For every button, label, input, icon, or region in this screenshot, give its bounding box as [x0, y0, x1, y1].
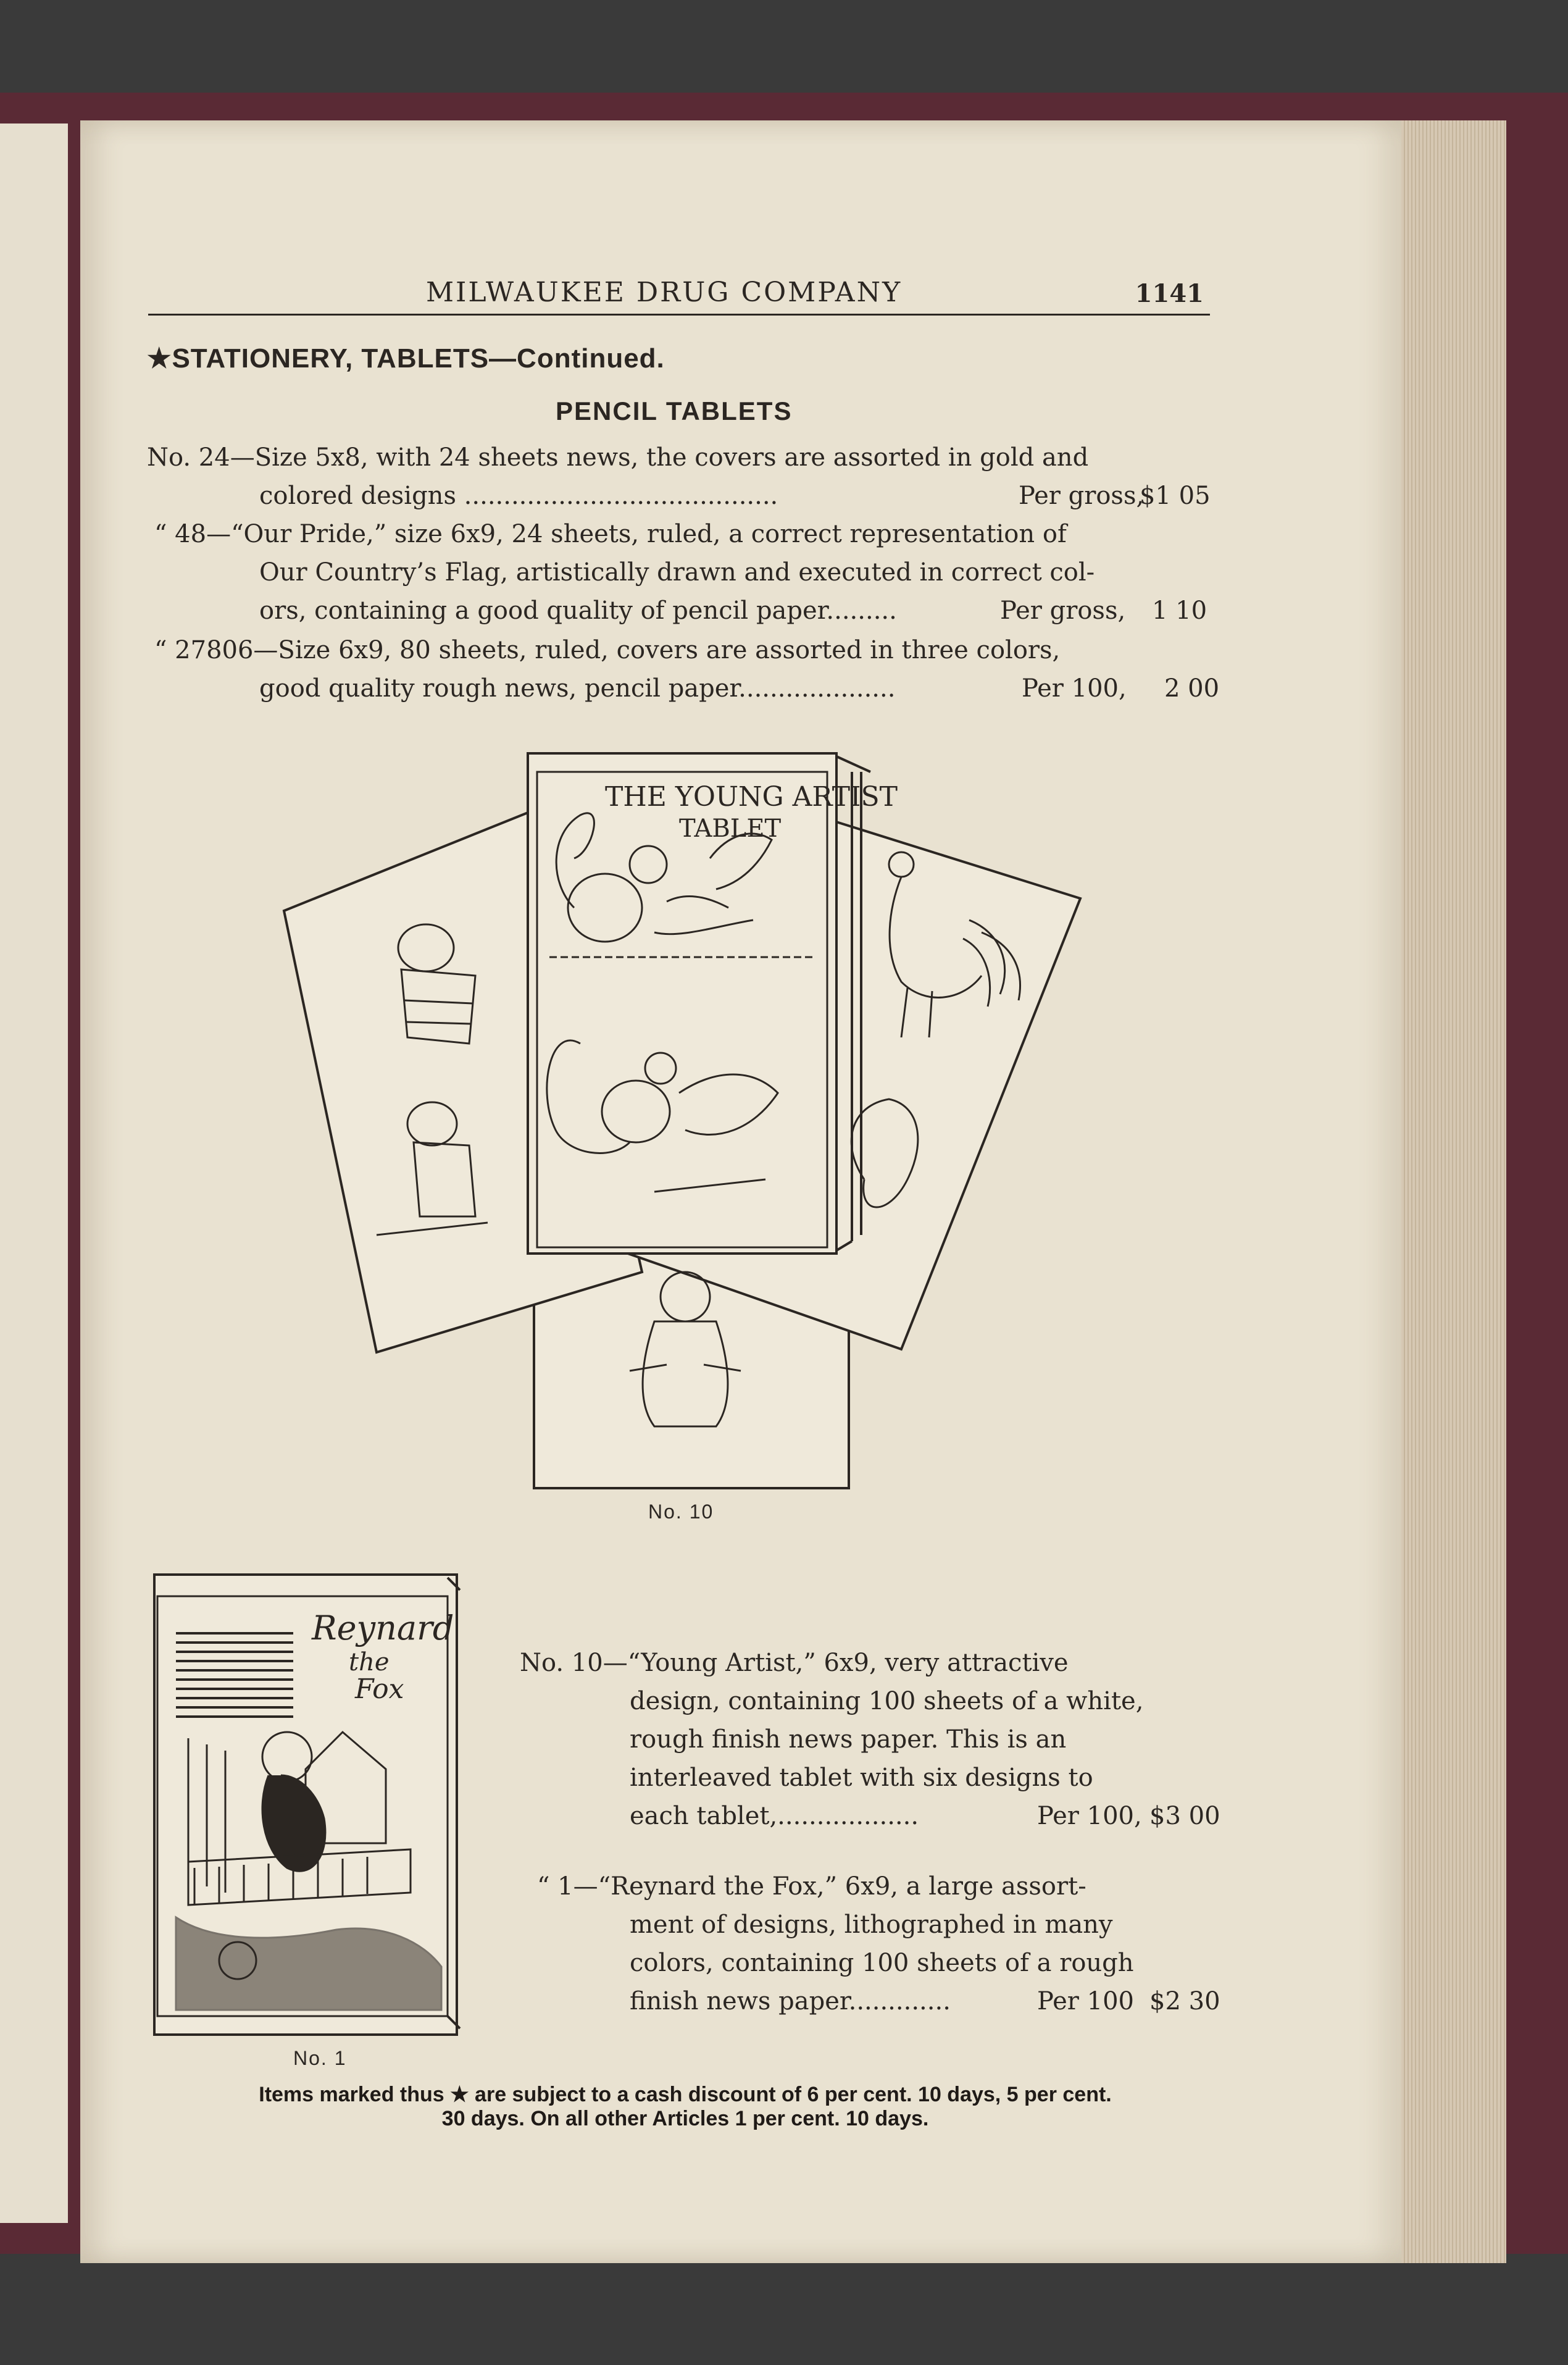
svg-text:Fox: Fox: [355, 1673, 404, 1705]
item-1-line-2: ment of designs, lithographed in many: [630, 1911, 1113, 1939]
page-edges: [1401, 120, 1506, 2263]
item-10-line-2: design, containing 100 sheets of a white,: [630, 1687, 1144, 1715]
item-24-unit: Per gross,: [1019, 482, 1145, 510]
page-number: 1141: [1135, 279, 1204, 308]
item-48-line-2: Our Country’s Flag, artistically drawn and executed in correct col-: [259, 558, 1095, 587]
caption-no-10: No. 10: [648, 1501, 714, 1523]
page-header: [148, 277, 1210, 316]
item-27806-line-2: good quality rough news, pencil paper....................: [259, 674, 896, 703]
item-1-unit: Per 100: [1037, 1987, 1134, 2015]
item-1-line-4: finish news paper.............: [630, 1987, 951, 2015]
discount-note-line-2: 30 days. On all other Articles 1 per cent. 10 days.: [441, 2107, 929, 2130]
item-1-price: $2 30: [1149, 1987, 1220, 2015]
header-title: MILWAUKEE DRUG COMPANY: [426, 277, 903, 308]
item-48-line-3: ors, containing a good quality of pencil paper.........: [259, 596, 897, 625]
svg-text:Reynard: Reynard: [312, 1609, 454, 1647]
item-24-line-2: colored designs ........................................: [259, 482, 778, 510]
item-1-line-3: colors, containing 100 sheets of a rough: [630, 1949, 1134, 1977]
discount-note-line-1: Items marked thus ★ are subject to a cash discount of 6 per cent. 10 days, 5 per cent.: [259, 2083, 1112, 2106]
item-10-unit: Per 100,: [1037, 1802, 1142, 1830]
svg-text:the: the: [349, 1648, 390, 1676]
facing-page-edge: [0, 123, 68, 2223]
item-48-unit: Per gross,: [1000, 596, 1126, 625]
svg-text:THE YOUNG ARTIST: THE YOUNG ARTIST: [605, 781, 898, 813]
item-48-line-1: “ 48—“Our Pride,” size 6x9, 24 sheets, ruled, a correct representation of: [154, 520, 1067, 548]
item-10-line-1: No. 10—“Young Artist,” 6x9, very attractive: [520, 1649, 1069, 1677]
item-48-price: 1 10: [1152, 596, 1207, 625]
item-10-price: $3 00: [1149, 1802, 1220, 1830]
reynard-illustration: [151, 1572, 466, 2041]
item-1-line-1: “ 1—“Reynard the Fox,” 6x9, a large assort-: [537, 1872, 1086, 1901]
item-27806-unit: Per 100,: [1022, 674, 1127, 703]
item-10-line-3: rough finish news paper. This is an: [630, 1725, 1067, 1754]
caption-no-1: No. 1: [293, 2047, 347, 2069]
section-title: ★STATIONERY, TABLETS—Continued.: [147, 343, 665, 374]
item-24-line-1: No. 24—Size 5x8, with 24 sheets news, the covers are assorted in gold and: [147, 443, 1089, 472]
young-artist-illustration: [284, 747, 1086, 1501]
item-10-line-5: each tablet,..................: [630, 1802, 919, 1830]
item-27806-line-1: “ 27806—Size 6x9, 80 sheets, ruled, covers are assorted in three colors,: [154, 636, 1061, 664]
subsection-title: PENCIL TABLETS: [556, 396, 793, 425]
item-24-price: $1 05: [1140, 482, 1211, 510]
svg-text:TABLET: TABLET: [679, 814, 782, 843]
item-10-line-4: interleaved tablet with six designs to: [630, 1764, 1093, 1792]
item-27806-price: 2 00: [1164, 674, 1220, 703]
